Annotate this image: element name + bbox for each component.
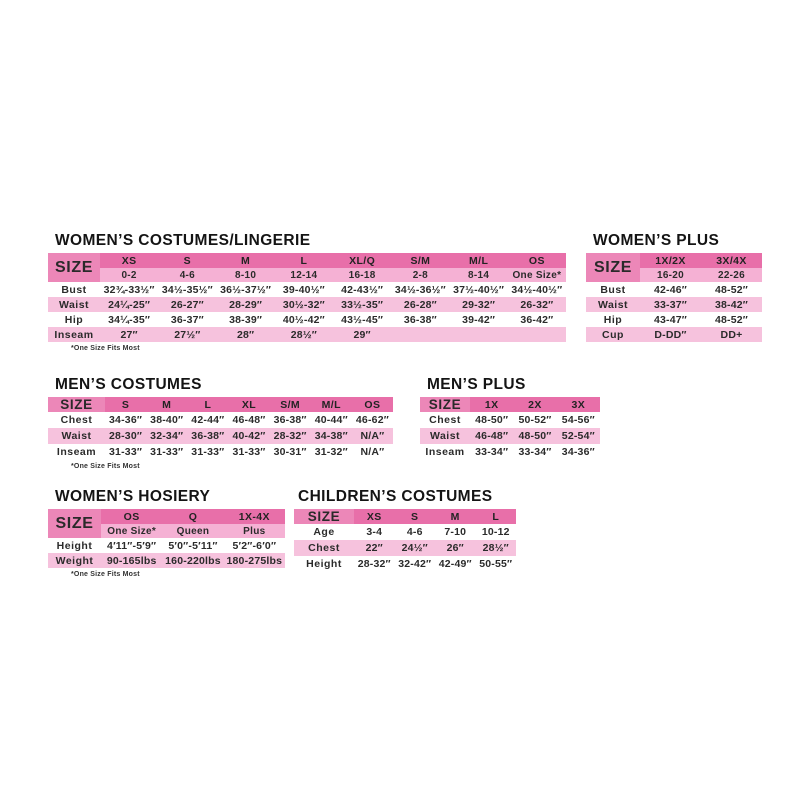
table-row	[586, 312, 762, 327]
data-cell: 48-52″	[701, 312, 762, 327]
table-row	[48, 444, 393, 460]
data-cell: 33-34″	[513, 444, 556, 460]
data-cell: 22″	[354, 540, 395, 556]
data-cell: 31-33″	[187, 444, 228, 460]
column-header: XL	[228, 397, 269, 412]
row-label: Hip	[48, 312, 100, 327]
data-cell: 46-48″	[228, 412, 269, 428]
section-mens-plus	[420, 375, 600, 460]
data-cell: 30½-32″	[275, 297, 333, 312]
section-mens-costumes	[48, 375, 393, 470]
data-cell: 28-32″	[354, 556, 395, 572]
data-cell: 3-4	[354, 524, 395, 540]
section-title-childrens-costumes: CHILDREN’S COSTUMES	[298, 488, 493, 505]
data-cell: 31-33″	[146, 444, 187, 460]
data-cell: 50-55″	[476, 556, 517, 572]
column-header: 3X	[557, 397, 600, 412]
section-title-womens-plus: WOMEN’S PLUS	[593, 232, 720, 249]
column-header: L	[187, 397, 228, 412]
table-row	[294, 540, 516, 556]
data-cell: 28-32″	[270, 428, 311, 444]
header-row	[48, 253, 566, 268]
table-row	[586, 297, 762, 312]
data-cell: 26″	[435, 540, 476, 556]
data-cell	[391, 327, 449, 342]
row-label: Height	[294, 556, 354, 572]
sub-header: One Size*	[101, 524, 162, 538]
data-cell: 36-38″	[391, 312, 449, 327]
data-cell: 160-220lbs	[162, 553, 223, 568]
row-label: Bust	[48, 282, 100, 297]
section-title-mens-costumes: MEN’S COSTUMES	[55, 376, 202, 393]
data-cell: 37½-40½″	[450, 282, 508, 297]
data-cell: 42-43½″	[333, 282, 391, 297]
data-cell: 38-40″	[146, 412, 187, 428]
data-cell: 34¼-35″	[100, 312, 158, 327]
size-header-cell: SIZE	[420, 397, 470, 412]
section-childrens-costumes	[294, 487, 516, 572]
row-label: Weight	[48, 553, 101, 568]
sub-header: Queen	[162, 524, 223, 538]
womens-plus-table	[586, 253, 762, 342]
sub-header: 8-14	[450, 268, 508, 282]
table-row	[48, 282, 566, 297]
data-cell: 4′11″-5′9″	[101, 538, 162, 553]
data-cell: DD+	[701, 327, 762, 342]
data-cell: N/A″	[352, 444, 393, 460]
data-cell: 7-10	[435, 524, 476, 540]
data-cell: 40-44″	[311, 412, 352, 428]
data-cell: 28-30″	[105, 428, 146, 444]
data-cell: 54-56″	[557, 412, 600, 428]
data-cell: 46-48″	[470, 428, 513, 444]
data-cell: 5′2″-6′0″	[224, 538, 285, 553]
section-womens-costumes-lingerie	[48, 231, 566, 352]
sub-header: Plus	[224, 524, 285, 538]
data-cell: 90-165lbs	[101, 553, 162, 568]
table-row	[420, 444, 600, 460]
table-row	[48, 428, 393, 444]
data-cell: 34-38″	[311, 428, 352, 444]
data-cell: 39-40½″	[275, 282, 333, 297]
column-header: 1X-4X	[224, 509, 285, 524]
column-header: M/L	[450, 253, 508, 268]
column-header: S	[158, 253, 216, 268]
column-header: OS	[101, 509, 162, 524]
mens-plus-table	[420, 397, 600, 460]
row-label: Hip	[586, 312, 640, 327]
row-label: Inseam	[48, 444, 105, 460]
data-cell: 38-39″	[217, 312, 275, 327]
data-cell: 34½-36½″	[391, 282, 449, 297]
column-header: 1X/2X	[640, 253, 701, 268]
data-cell: 31-33″	[228, 444, 269, 460]
column-header: OS	[352, 397, 393, 412]
table-row	[420, 428, 600, 444]
column-header: 1X	[470, 397, 513, 412]
data-cell: 32¾-33½″	[100, 282, 158, 297]
data-cell: 34-36″	[557, 444, 600, 460]
section-title-mens-plus: MEN’S PLUS	[427, 376, 526, 393]
column-header: XS	[100, 253, 158, 268]
data-cell: 26-32″	[508, 297, 566, 312]
data-cell: 36-38″	[270, 412, 311, 428]
sub-header: 8-10	[217, 268, 275, 282]
womens-costumes-lingerie-table	[48, 253, 566, 342]
table-row	[294, 556, 516, 572]
data-cell: 42-44″	[187, 412, 228, 428]
data-cell: 46-62″	[352, 412, 393, 428]
data-cell: 30-31″	[270, 444, 311, 460]
data-cell: 52-54″	[557, 428, 600, 444]
column-header: M	[217, 253, 275, 268]
column-header: XS	[354, 509, 395, 524]
column-header: 3X/4X	[701, 253, 762, 268]
column-header: XL/Q	[333, 253, 391, 268]
data-cell: 4-6	[395, 524, 436, 540]
one-size-footnote: *One Size Fits Most	[71, 345, 140, 352]
table-row	[48, 412, 393, 428]
data-cell: 48-52″	[701, 282, 762, 297]
row-label: Waist	[48, 297, 100, 312]
data-cell: 40-42″	[228, 428, 269, 444]
data-cell: 40½-42″	[275, 312, 333, 327]
size-header-cell: SIZE	[586, 253, 640, 282]
sub-header: 4-6	[158, 268, 216, 282]
data-cell: 42-49″	[435, 556, 476, 572]
row-label: Bust	[586, 282, 640, 297]
column-header: M	[435, 509, 476, 524]
data-cell	[508, 327, 566, 342]
data-cell: 26-28″	[391, 297, 449, 312]
data-cell: 28-29″	[217, 297, 275, 312]
data-cell: 50-52″	[513, 412, 556, 428]
row-label: Waist	[48, 428, 105, 444]
data-cell: 43½-45″	[333, 312, 391, 327]
table-row	[48, 297, 566, 312]
data-cell: 27″	[100, 327, 158, 342]
data-cell: D-DD″	[640, 327, 701, 342]
data-cell: 43-47″	[640, 312, 701, 327]
section-title-womens-hosiery: WOMEN’S HOSIERY	[55, 488, 211, 505]
data-cell: 36-42″	[508, 312, 566, 327]
data-cell: 29″	[333, 327, 391, 342]
data-cell: 33-37″	[640, 297, 701, 312]
data-cell: 5′0″-5′11″	[162, 538, 223, 553]
data-cell: 180-275lbs	[224, 553, 285, 568]
table-row	[48, 327, 566, 342]
mens-costumes-table	[48, 397, 393, 460]
data-cell: 26-27″	[158, 297, 216, 312]
sub-header-row	[48, 268, 566, 282]
data-cell: 28½″	[275, 327, 333, 342]
column-header: OS	[508, 253, 566, 268]
one-size-footnote: *One Size Fits Most	[71, 571, 140, 578]
data-cell: 39-42″	[450, 312, 508, 327]
table-row	[48, 538, 285, 553]
section-title-womens-costumes-lingerie: WOMEN’S COSTUMES/LINGERIE	[55, 232, 311, 249]
column-header: 2X	[513, 397, 556, 412]
one-size-footnote: *One Size Fits Most	[71, 463, 140, 470]
data-cell: 38-42″	[701, 297, 762, 312]
data-cell: 31-32″	[311, 444, 352, 460]
size-header-cell: SIZE	[48, 253, 100, 282]
data-cell: 34-36″	[105, 412, 146, 428]
table-row	[48, 553, 285, 568]
column-header: L	[476, 509, 517, 524]
data-cell: N/A″	[352, 428, 393, 444]
table-row	[586, 327, 762, 342]
data-cell: 33-34″	[470, 444, 513, 460]
header-row	[586, 253, 762, 268]
data-cell: 32-34″	[146, 428, 187, 444]
table-row	[420, 412, 600, 428]
column-header: S	[105, 397, 146, 412]
row-label: Waist	[586, 297, 640, 312]
data-cell: 28½″	[476, 540, 517, 556]
column-header: Q	[162, 509, 223, 524]
row-label: Chest	[294, 540, 354, 556]
column-header: L	[275, 253, 333, 268]
data-cell: 48-50″	[513, 428, 556, 444]
data-cell: 36-38″	[187, 428, 228, 444]
row-label: Chest	[48, 412, 105, 428]
sub-header: 16-18	[333, 268, 391, 282]
data-cell: 28″	[217, 327, 275, 342]
data-cell: 36-37″	[158, 312, 216, 327]
header-row	[294, 509, 516, 524]
data-cell: 32-42″	[395, 556, 436, 572]
section-womens-plus	[586, 231, 762, 342]
column-header: M/L	[311, 397, 352, 412]
column-header: S/M	[270, 397, 311, 412]
table-row	[586, 282, 762, 297]
data-cell: 34½-40½″	[508, 282, 566, 297]
data-cell: 48-50″	[470, 412, 513, 428]
data-cell: 10-12	[476, 524, 517, 540]
womens-hosiery-table	[48, 509, 285, 568]
header-row	[48, 397, 393, 412]
header-row	[48, 509, 285, 524]
row-label: Height	[48, 538, 101, 553]
row-label: Cup	[586, 327, 640, 342]
size-header-cell: SIZE	[48, 397, 105, 412]
sub-header: 16-20	[640, 268, 701, 282]
section-womens-hosiery	[48, 487, 285, 578]
data-cell: 42-46″	[640, 282, 701, 297]
sub-header: 2-8	[391, 268, 449, 282]
column-header: M	[146, 397, 187, 412]
size-header-cell: SIZE	[294, 509, 354, 524]
data-cell: 27½″	[158, 327, 216, 342]
data-cell: 24½″	[395, 540, 436, 556]
data-cell	[450, 327, 508, 342]
row-label: Waist	[420, 428, 470, 444]
table-row	[294, 524, 516, 540]
column-header: S/M	[391, 253, 449, 268]
row-label: Inseam	[48, 327, 100, 342]
row-label: Chest	[420, 412, 470, 428]
row-label: Age	[294, 524, 354, 540]
data-cell: 31-33″	[105, 444, 146, 460]
header-row	[420, 397, 600, 412]
data-cell: 34½-35½″	[158, 282, 216, 297]
data-cell: 24¼-25″	[100, 297, 158, 312]
childrens-costumes-table	[294, 509, 516, 572]
size-header-cell: SIZE	[48, 509, 101, 538]
data-cell: 36½-37½″	[217, 282, 275, 297]
column-header: S	[395, 509, 436, 524]
sub-header: One Size*	[508, 268, 566, 282]
row-label: Inseam	[420, 444, 470, 460]
sub-header: 12-14	[275, 268, 333, 282]
sub-header: 22-26	[701, 268, 762, 282]
data-cell: 33½-35″	[333, 297, 391, 312]
table-row	[48, 312, 566, 327]
sub-header: 0-2	[100, 268, 158, 282]
data-cell: 29-32″	[450, 297, 508, 312]
